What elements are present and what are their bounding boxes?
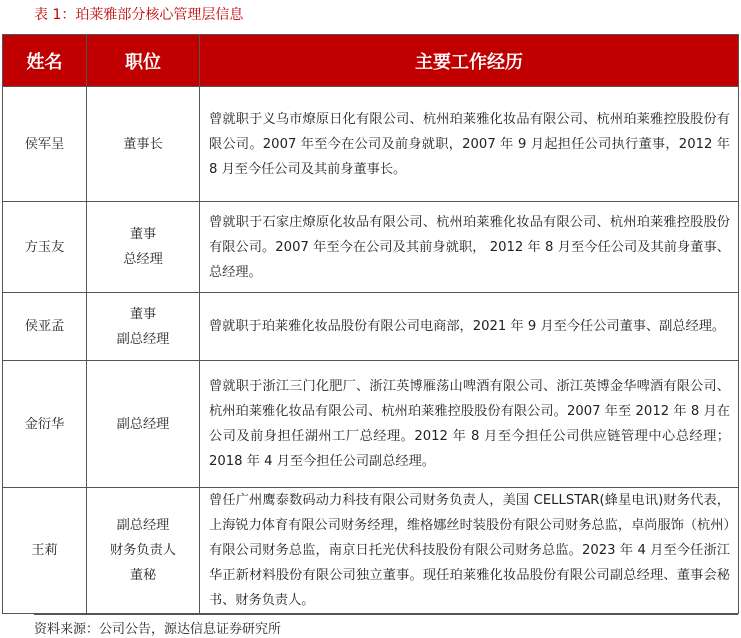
cell-position — [87, 87, 200, 202]
cell-experience: 曾任广州鹰泰数码动力科技有限公司财务负责人，美国 CELLSTAR(蜂星电讯)财务代表，上海锐力体育有限公司财务经理，维格娜丝时装股份有限公司财务总监，卓尚服饰（杭州）有限公司财务总监，南京日托光伏科技股份有限公司财务总监。2023 年 4 月至今任浙江华正新材料股份有限公司独立董事。现任珀莱雅化妆品股份有限公司副总经理、董事会秘书、财务负责人。 — [200, 488, 739, 614]
table-row — [3, 361, 739, 488]
cell-name: 金衍华 — [3, 361, 87, 488]
header-experience: 主要工作经历 — [200, 35, 739, 87]
cell-experience: 曾就职于义乌市燎原日化有限公司、杭州珀莱雅化妆品有限公司、杭州珀莱雅控股股份有限公司。2007 年至今在公司及前身就职，2007 年 9 月起担任公司执行董事，2012 年 8 月至今任公司及其前身董事长。 — [200, 87, 739, 202]
cell-name: 侯军呈 — [3, 87, 87, 202]
cell-position — [87, 293, 200, 361]
position-title: 副总经理 — [116, 518, 170, 533]
table-header-row — [3, 35, 739, 87]
position-title: 董事 — [129, 227, 157, 242]
cell-name: 侯亚孟 — [3, 293, 87, 361]
cell-position — [87, 361, 200, 488]
table-row — [3, 87, 739, 202]
cell-position — [87, 202, 200, 293]
table-row — [3, 293, 739, 361]
cell-position — [87, 488, 200, 614]
cell-experience: 曾就职于珀莱雅化妆品股份有限公司电商部，2021 年 9 月至今任公司董事、副总经理。 — [200, 293, 739, 361]
position-title: 董事 — [129, 306, 157, 322]
position-title: 副总经理 — [116, 416, 170, 432]
position-title: 副总经理 — [116, 331, 170, 347]
management-table — [2, 34, 739, 614]
cell-experience: 曾就职于浙江三门化肥厂、浙江英博雁荡山啤酒有限公司、浙江英博金华啤酒有限公司、杭州珀莱雅化妆品有限公司、杭州珀莱雅控股股份有限公司。2007 年至 2012 年 8 月在公司及前身担任湖州工厂总经理。2012 年 8 月至今担任公司供应链管理中心总经理；2018 年 4 月至今担任公司副总经理。 — [200, 361, 739, 488]
position-title: 董事长 — [123, 136, 163, 152]
cell-experience: 曾就职于石家庄燎原化妆品有限公司、杭州珀莱雅化妆品有限公司、杭州珀莱雅控股股份有限公司。2007 年至今在公司及其前身就职， 2012 年 8 月至今任公司及其前身董事、总经理。 — [200, 202, 739, 293]
source-divider — [34, 614, 738, 615]
position-title: 总经理 — [123, 252, 163, 267]
table-row — [3, 202, 739, 293]
cell-name: 王莉 — [3, 488, 87, 614]
cell-name: 方玉友 — [3, 202, 87, 293]
position-title: 董秘 — [129, 568, 157, 583]
position-title: 财务负责人 — [110, 543, 176, 558]
table-caption: 表 1：珀莱雅部分核心管理层信息 — [34, 7, 244, 23]
header-position: 职位 — [87, 35, 200, 87]
header-name: 姓名 — [3, 35, 87, 87]
source-note: 资料来源：公司公告，源达信息证券研究所 — [34, 622, 282, 637]
table-row — [3, 488, 739, 614]
